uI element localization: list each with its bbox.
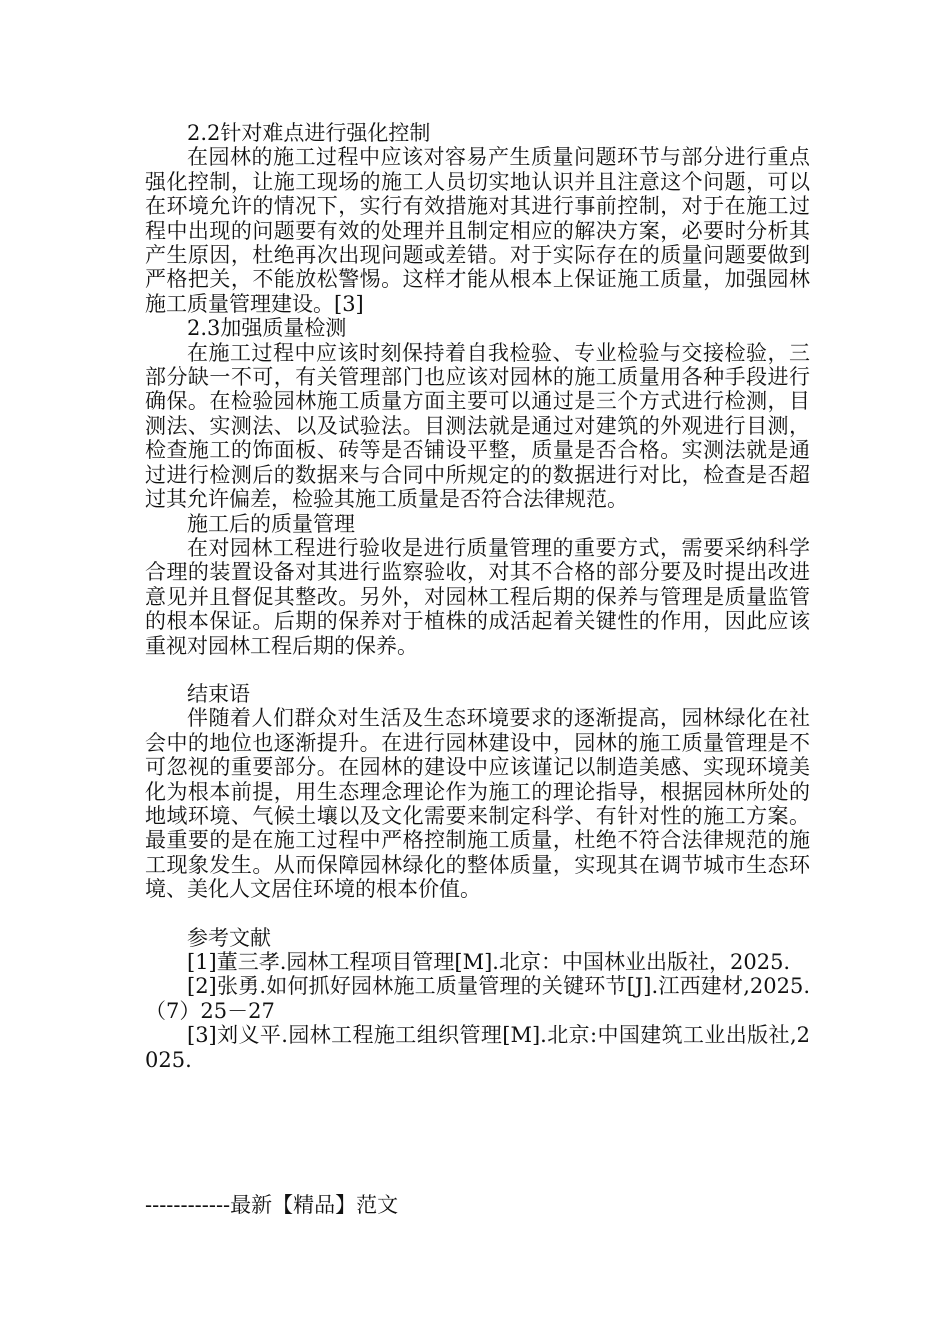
reference-item-3: [3]刘义平.园林工程施工组织管理[M].北京:中国建筑工业出版社,2025. — [145, 1023, 810, 1072]
section-paragraph-2-3: 在施工过程中应该时刻保持着自我检验、专业检验与交接检验，三部分缺一不可，有关管理部门也应该对园林的施工质量用各种手段进行确保。在检验园林施工质量方面主要可以通过是三个方式进行检测，目测法、实测法、以及试验法。目测法就是通过对建筑的外观进行目测，检查施工的饰面板、砖等是否铺设平整，质量是否合格。实测法就是通过进行检测后的数据来与合同中所规定的的数据进行对比，检查是否超过其允许偏差，检验其施工质量是否符合法律规范。 — [145, 340, 810, 512]
spacer — [145, 902, 810, 926]
reference-item-2: [2]张勇.如何抓好园林施工质量管理的关键环节[J].江西建材,2025.（7）25－27 — [145, 974, 810, 1023]
section-paragraph-2-2: 在园林的施工过程中应该对容易产生质量问题环节与部分进行重点强化控制，让施工现场的施工人员切实地认识并且注意这个问题，可以在环境允许的情况下，实行有效措施对其进行事前控制，对于在施工过程中出现的问题要有效的处理并且制定相应的解决方案，必要时分析其产生原因，杜绝再次出现问题或差错。对于实际存在的质量问题要做到严格把关，不能放松警惕。这样才能从根本上保证施工质量，加强园林施工质量管理建设。[3] — [145, 145, 810, 316]
section-heading-2-3: 2.3加强质量检测 — [187, 316, 347, 341]
references-heading: 参考文献 — [187, 925, 271, 950]
conclusion-paragraph: 伴随着人们群众对生活及生态环境要求的逐渐提高，园林绿化在社会中的地位也逐渐提升。在进行园林建设中，园林的施工质量管理是不可忽视的重要部分。在园林的建设中应该谨记以制造美感、实现环境美化为根本前提，用生态理念理论作为施工的理论指导，根据园林所处的地域环境、气候土壤以及文化需要来制定科学、有针对性的施工方案。最重要的是在施工过程中严格控制施工质量，杜绝不符合法律规范的施工现象发生。从而保障园林绿化的整体质量，实现其在调节城市生态环境、美化人文居住环境的根本价值。 — [145, 706, 810, 902]
section-heading-2-2: 2.2针对难点进行强化控制 — [187, 121, 431, 145]
conclusion-heading: 结束语 — [187, 681, 250, 706]
spacer — [145, 658, 810, 682]
footer-tagline: ------------最新【精品】范文 — [145, 1193, 399, 1217]
reference-item-1: [1]董三孝.园林工程项目管理[M].北京：中国林业出版社，2025. — [187, 950, 791, 974]
section-paragraph-post-construction: 在对园林工程进行验收是进行质量管理的重要方式，需要采纳科学合理的装置设备对其进行监察验收，对其不合格的部分要及时提出改进意见并且督促其整改。另外，对园林工程后期的保养与管理是质量监管的根本保证。后期的保养对于植株的成活起着关键性的作用，因此应该重视对园林工程后期的保养。 — [145, 535, 810, 658]
section-heading-post-construction: 施工后的质量管理 — [187, 511, 355, 536]
document-page — [145, 121, 810, 1072]
